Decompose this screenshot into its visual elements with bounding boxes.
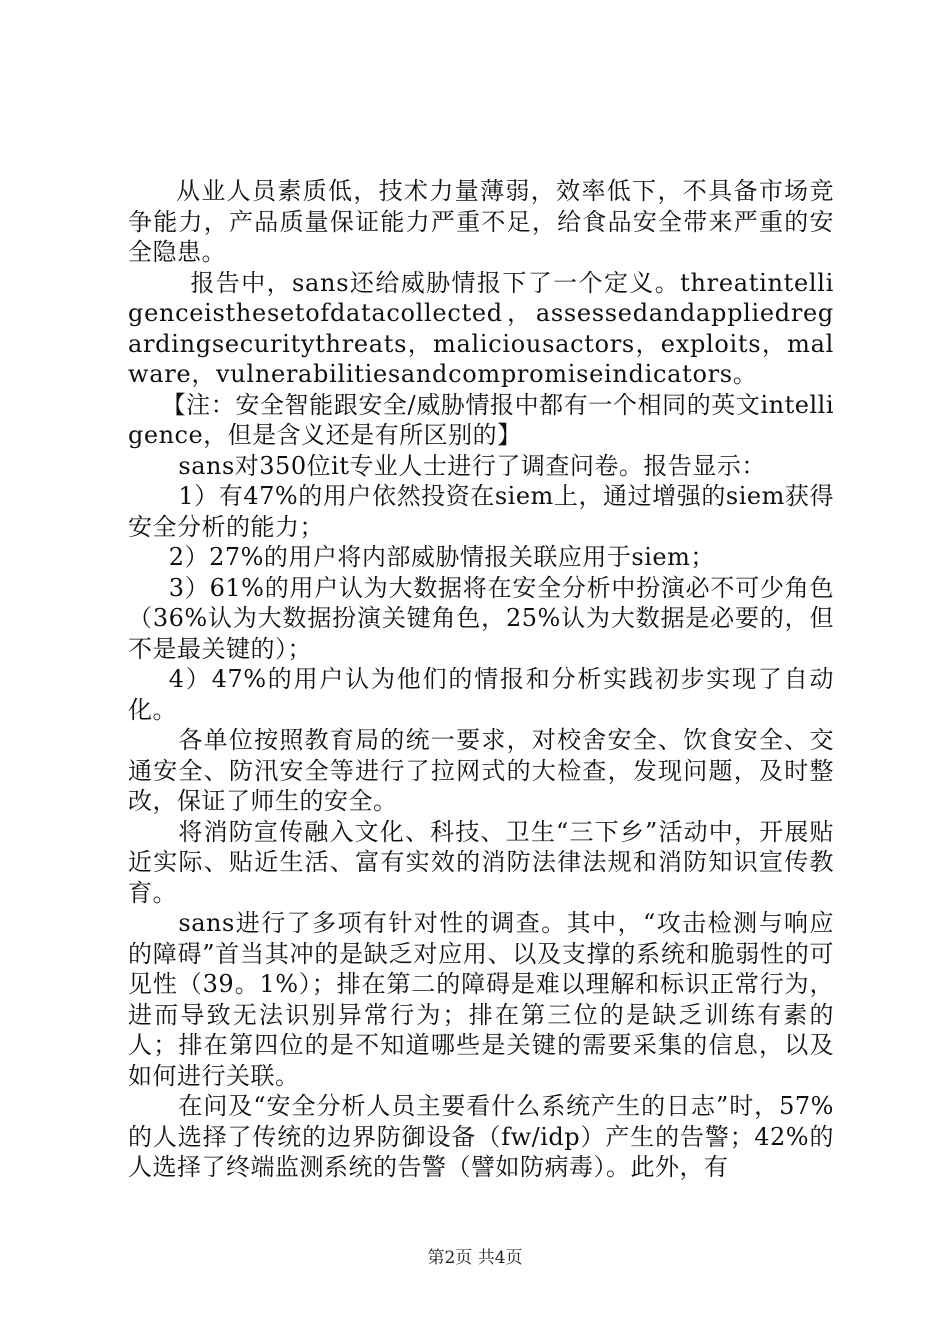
paragraph-4: sans对350位it专业人士进行了调查问卷。报告显示： [178, 451, 766, 480]
paragraph-1: 从业人员素质低，技术力量薄弱，效率低下，不具备市场竞争能力，产品质量保证能力严重不足，给食品安全带来严重的安全隐患。 [128, 177, 834, 266]
paragraph-12: 在问及“安全分析人员主要看什么系统产生的日志”时，57%的人选择了传统的边界防御设备（fw/idp）产生的告警；42%的人选择了终端监测系统的告警（譬如防病毒）。此外，有 [128, 1092, 834, 1181]
paragraph-8: 4）47%的用户认为他们的情报和分析实践初步实现了自动化。 [128, 665, 834, 724]
paragraph-11: sans进行了多项有针对性的调查。其中，“攻击检测与响应的障碍”首当其冲的是缺乏对应用、以及支撑的系统和脆弱性的可见性（39。1%）；排在第二的障碍是难以理解和标识正常行为，进而导致无法识别异常行为；排在第三位的是缺乏训练有素的人；排在第四位的是不知道哪些是关键的需要采集的信息，以及如何进行关联。 [128, 909, 834, 1090]
paragraph-3: 【注：安全智能跟安全/威胁情报中都有一个相同的英文intelligence，但是含义还是有所区别的】 [128, 390, 834, 449]
paragraph-7: 3）61%的用户认为大数据将在安全分析中扮演必不可少角色（36%认为大数据扮演关键角色，25%认为大数据是必要的，但不是最关键的）； [128, 573, 834, 663]
page-footer: 第2页 共4页 [427, 1248, 523, 1268]
paragraph-10: 将消防宣传融入文化、科技、卫生“三下乡”活动中，开展贴近实际、贴近生活、富有实效的消防法律法规和消防知识宣传教育。 [128, 817, 834, 907]
paragraph-9: 各单位按照教育局的统一要求，对校舍安全、饮食安全、交通安全、防汛安全等进行了拉网式的大检查，发现问题，及时整改，保证了师生的安全。 [128, 726, 834, 815]
paragraph-2: 报告中，sans还给威胁情报下了一个定义。threatintelligenceisthesetofdatacollected，assessedandappliedregardingsecuritythreats，maliciousactors，exploits，malware，vulnerabilitiesandcompromiseindicators。 [128, 268, 834, 388]
document-body [128, 176, 834, 1183]
paragraph-6: 2）27%的用户将内部威胁情报关联应用于siem； [168, 543, 715, 571]
paragraph-5: 1）有47%的用户依然投资在siem上，通过增强的siem获得安全分析的能力； [128, 482, 834, 541]
